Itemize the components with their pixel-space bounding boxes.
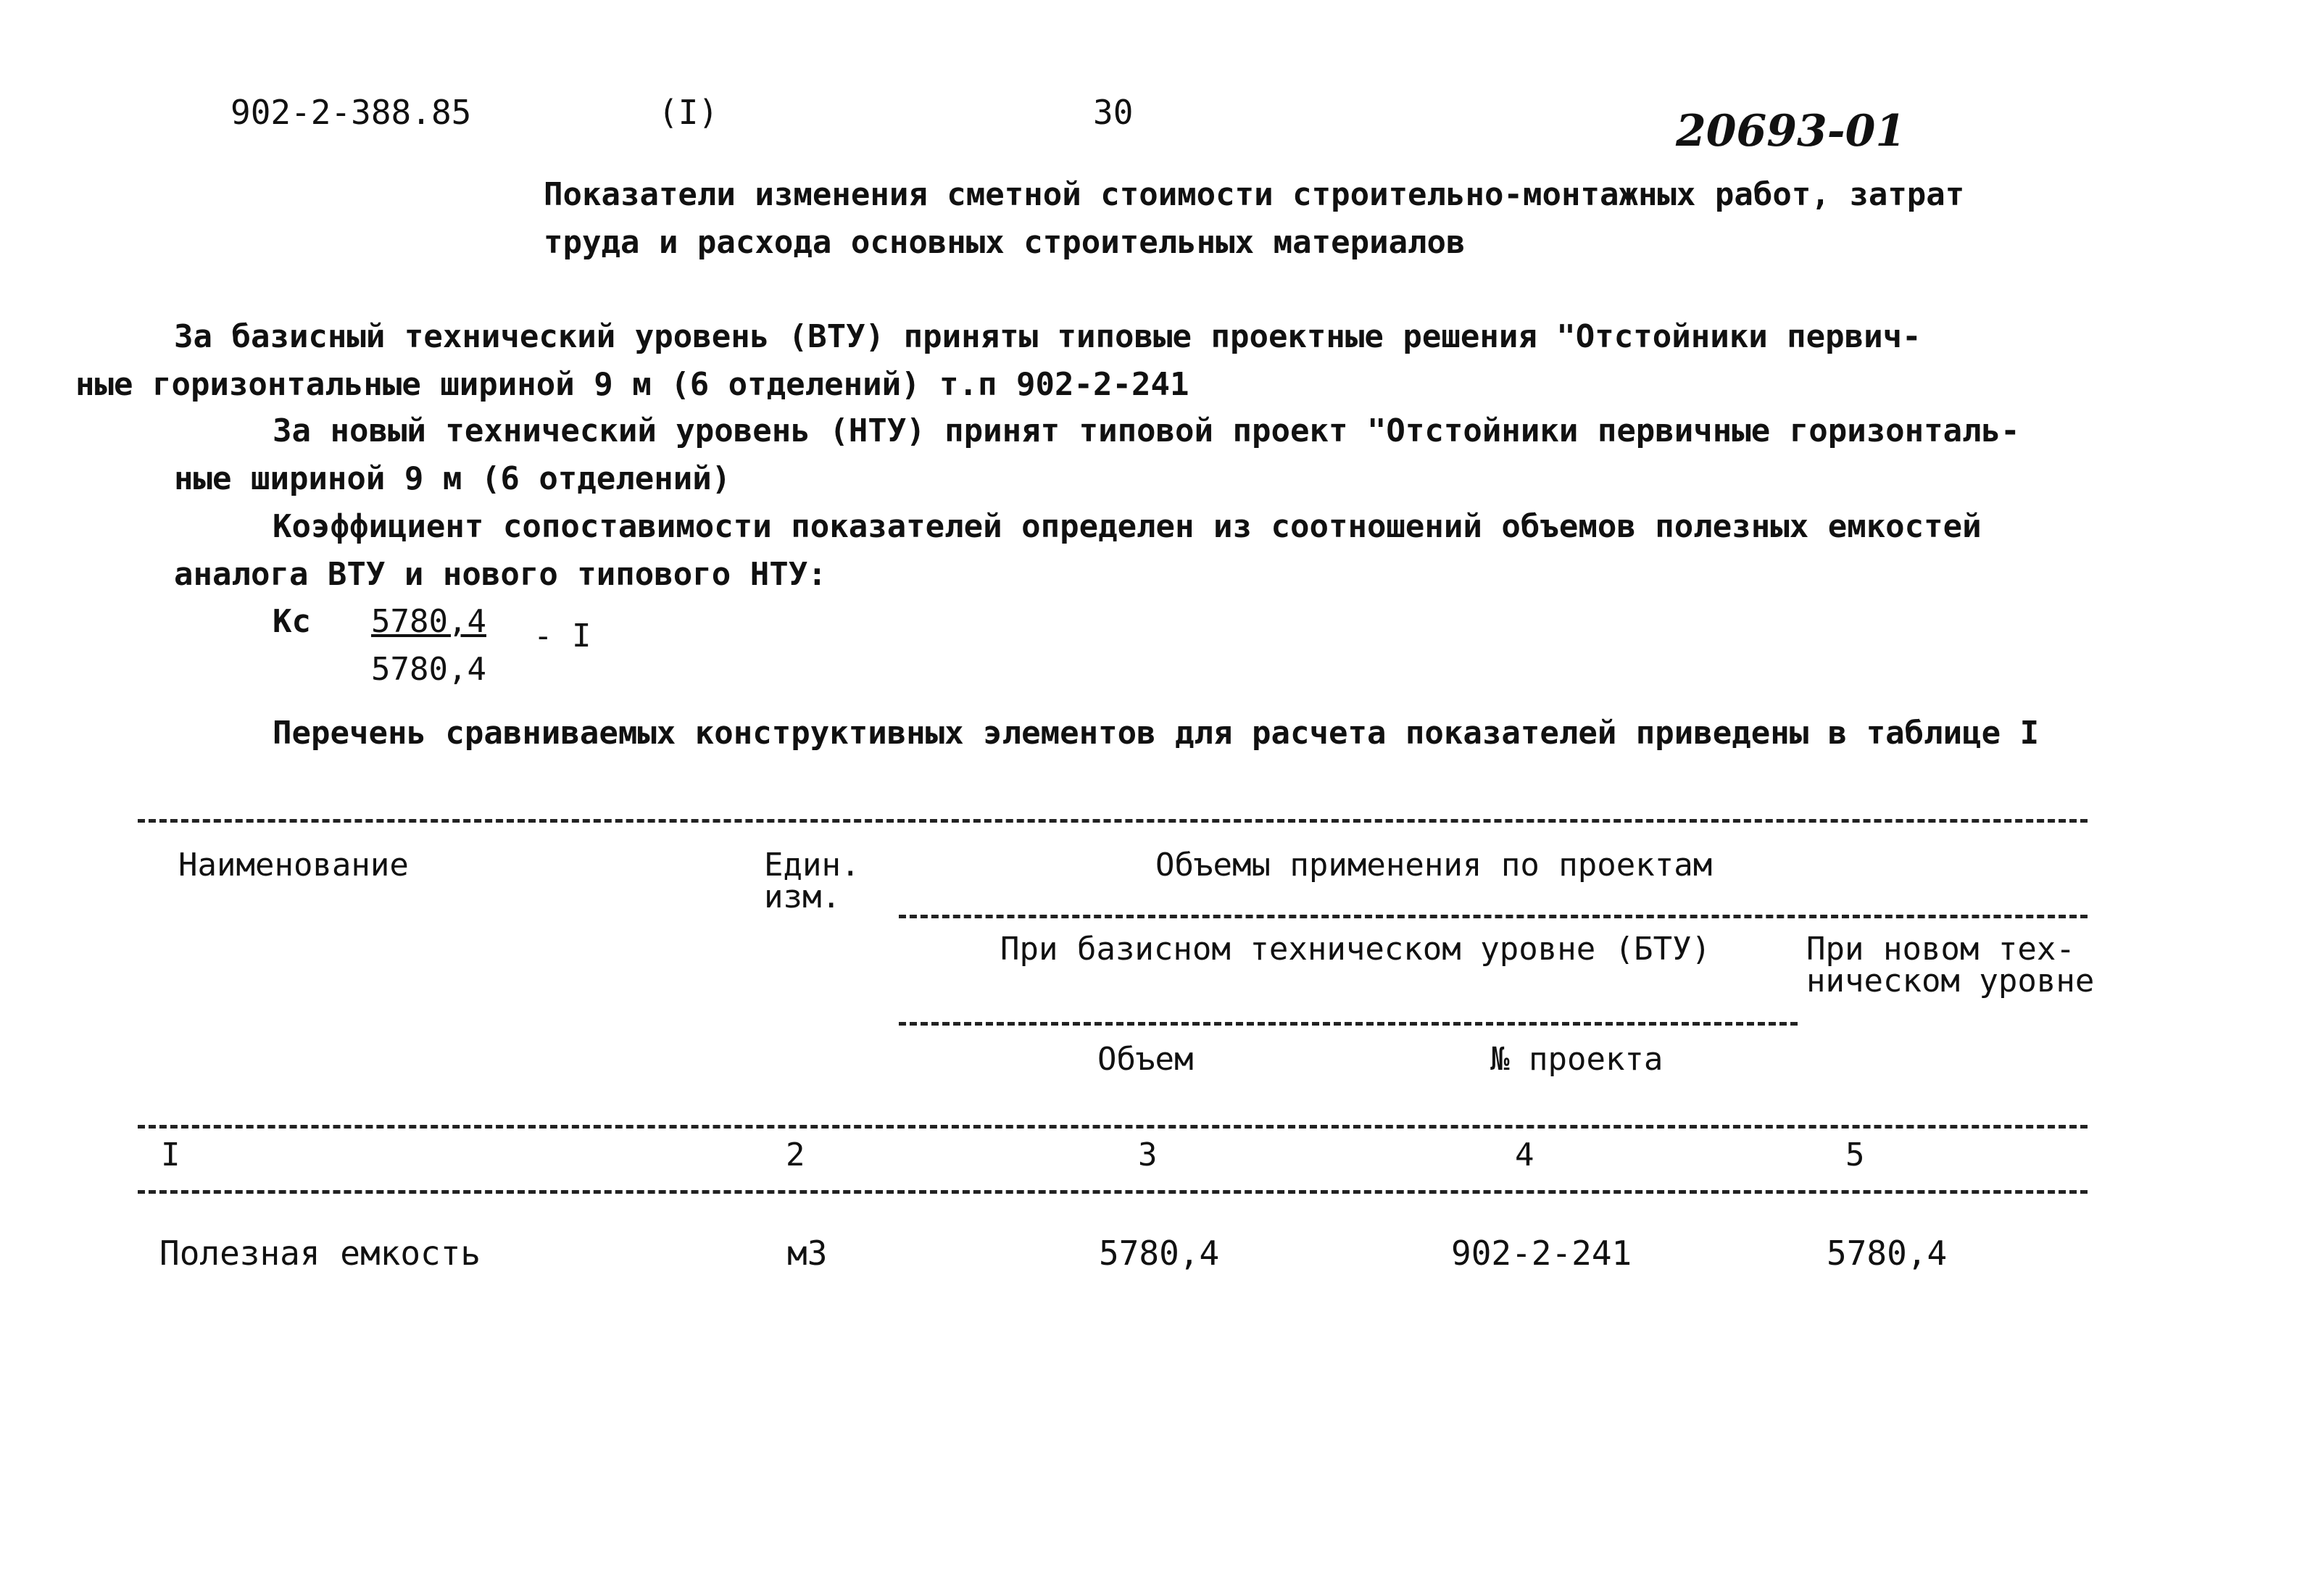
column-number: I — [161, 1136, 180, 1173]
paragraph-line: аналога ВТУ и нового типового НТУ: — [174, 556, 827, 593]
paragraph-ntu — [174, 407, 2020, 503]
column-number: 5 — [1845, 1136, 1865, 1173]
document-code: 902-2-388.85 — [230, 93, 472, 132]
cell-name: Полезная емкость — [159, 1234, 481, 1273]
column-number: 3 — [1138, 1136, 1158, 1173]
list-line: Перечень сравниваемых конструктивных элементов для расчета показателей приведены в таблице I — [273, 715, 2040, 752]
title-line-2: труда и расхода основных строительных материалов — [544, 224, 1466, 261]
paragraph-line: За новый технический уровень (НТУ) принят типовой проект "Отстойники первичные горизонталь- — [273, 412, 2020, 449]
column-header-project-no: № проекта — [1490, 1041, 1663, 1078]
paragraph-btu — [75, 313, 1922, 409]
paragraph-line: ные шириной 9 м (6 отделений) — [174, 460, 731, 497]
column-number: 2 — [786, 1136, 805, 1173]
column-header-volume: Объем — [1097, 1041, 1194, 1078]
formula-label: Кс — [273, 603, 311, 640]
cell-ntu-volume: 5780,4 — [1827, 1234, 1948, 1273]
column-header-unit: Един. изм. — [764, 847, 860, 915]
formula-numerator: 5780,4 — [371, 603, 486, 640]
formula-result: - I — [533, 618, 591, 654]
column-header-volumes: Объемы применения по проектам — [1155, 847, 1713, 884]
stamp-number: 20693-01 — [1676, 106, 1906, 157]
column-header-ntu: При новом тех- ническом уровне — [1806, 931, 2095, 999]
table-rule-numbers-bottom — [138, 1190, 2088, 1194]
paragraph-coefficient — [174, 503, 1982, 599]
cell-btu-volume: 5780,4 — [1099, 1234, 1220, 1273]
formula-denominator: 5780,4 — [371, 651, 486, 688]
table-rule-btu — [899, 1022, 1798, 1026]
paragraph-line: За базисный технический уровень (ВТУ) приняты типовые проектные решения "Отстойники первич- — [174, 318, 1922, 355]
sheet-index: (I) — [658, 93, 719, 132]
column-header-name: Наименование — [178, 847, 409, 884]
table-rule-top — [138, 819, 2088, 823]
page-title — [544, 171, 1964, 267]
table-rule-header-bottom — [138, 1125, 2088, 1129]
title-line-1: Показатели изменения сметной стоимости строительно-монтажных работ, затрат — [544, 176, 1965, 213]
paragraph-line: ные горизонтальные шириной 9 м (6 отделений) т.п 902-2-241 — [75, 366, 1189, 403]
paragraph-line: Коэффициент сопоставимости показателей определен из соотношений объемов полезных емкостей — [273, 508, 1982, 545]
column-header-btu: При базисном техническом уровне (БТУ) — [1000, 931, 1711, 968]
cell-btu-project: 902-2-241 — [1451, 1234, 1632, 1273]
page-number: 30 — [1093, 93, 1134, 132]
column-number: 4 — [1515, 1136, 1534, 1173]
table-rule-subheader — [899, 915, 2088, 918]
cell-unit: м3 — [787, 1234, 828, 1273]
